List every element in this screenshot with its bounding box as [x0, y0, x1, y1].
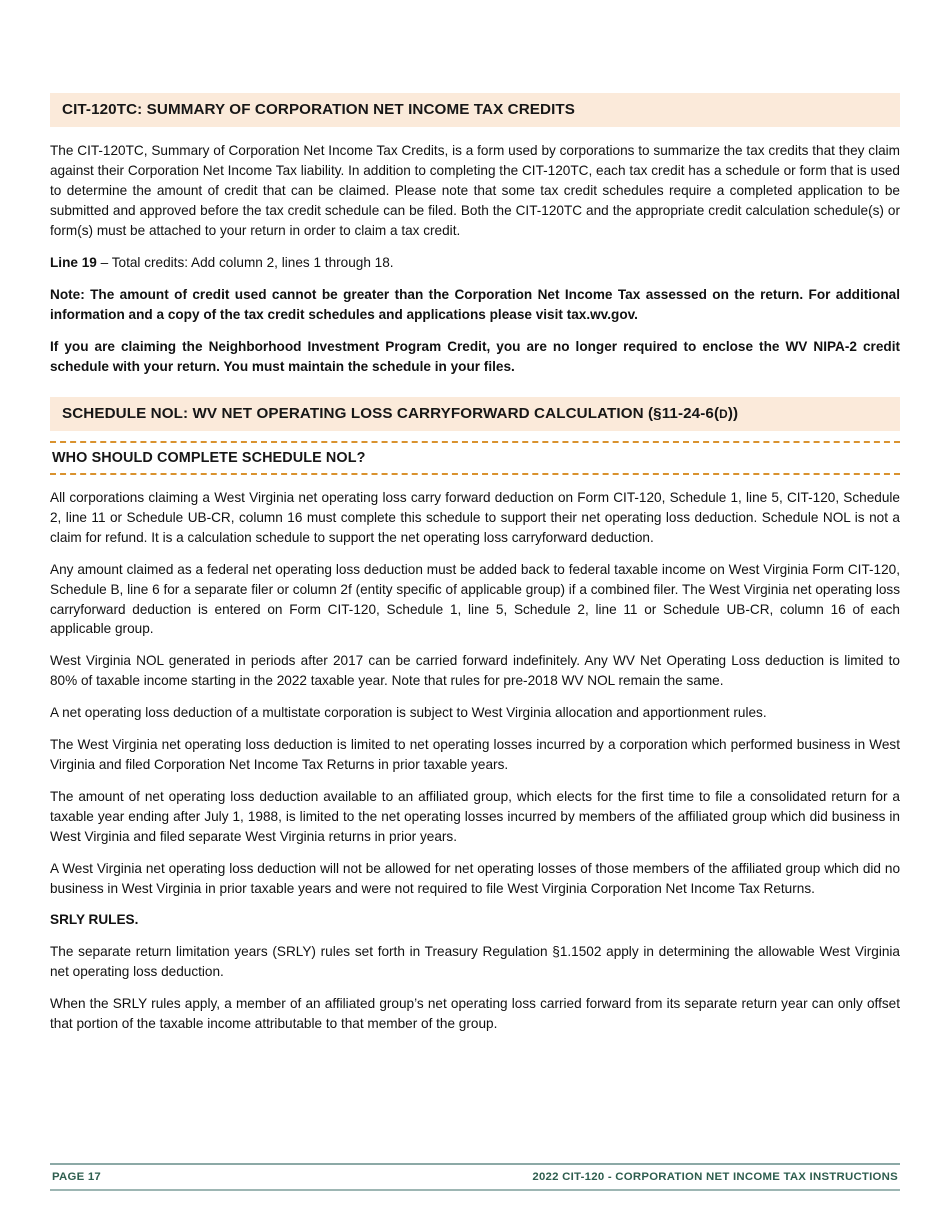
- line-19-label: Line 19: [50, 255, 97, 270]
- paragraph-nol-3: West Virginia NOL generated in periods after 2017 can be carried forward indefinitely. Any WV Net Operating Loss deduction is limited to 80% of taxable income starting in the 2022 taxable year. Note that rules for pre-2018 WV NOL remain the same.: [50, 653, 900, 689]
- paragraph-nol-6: The amount of net operating loss deduction available to an affiliated group, which elects for the first time to file a consolidated return for a taxable year ending after July 1, 1988, is limited to the net operating losses incurred by members of the affiliated group which did business in West Virginia and filed separate West Virginia returns in prior years.: [50, 788, 900, 844]
- paragraph-intro: The CIT-120TC, Summary of Corporation Net Income Tax Credits, is a form used by corporations to summarize the tax credits that they claim against their Corporation Net Income Tax liability. In addition to completing the CIT-120TC, each tax credit has a schedule or form that is used to determine the amount of credit that can be claimed. Please note that some tax credit schedules require a completed application to be submitted and approved before the tax credit schedule can be filed. Both the CIT-120TC and the appropriate credit calculation schedule(s) or form(s) must be attached to your return in order to claim a tax credit.: [50, 143, 900, 239]
- section-banner-cit-120tc: [50, 93, 900, 127]
- section-banner-schedule-nol: [50, 397, 900, 431]
- page-footer: [50, 1163, 900, 1191]
- subheading-block: [50, 441, 900, 475]
- line-19-text: – Total credits: Add column 2, lines 1 through 18.: [96, 255, 394, 270]
- paragraph-note: Note: The amount of credit used cannot be greater than the Corporation Net Income Tax assessed on the return. For additional information and a copy of the tax credit schedules and applications please visit tax.wv.gov.: [50, 286, 900, 322]
- paragraph-nol-8: The separate return limitation years (SRLY) rules set forth in Treasury Regulation §1.1502 apply in determining the allowable West Virginia net operating loss deduction.: [50, 944, 900, 980]
- dashed-rule-bottom: [50, 473, 900, 475]
- section-title-cit-120tc: CIT-120TC: SUMMARY OF CORPORATION NET INCOME TAX CREDITS: [62, 101, 575, 118]
- section-title-schedule-nol-smallcap: D: [719, 406, 728, 421]
- footer-document-title: 2022 CIT-120 - CORPORATION NET INCOME TAX INSTRUCTIONS: [532, 1171, 898, 1184]
- section-title-schedule-nol: [62, 405, 888, 422]
- paragraph-line-19: [50, 253, 900, 273]
- section-title-schedule-nol-main: SCHEDULE NOL: WV NET OPERATING LOSS CARRYFORWARD CALCULATION (§11-24-6(: [62, 404, 720, 422]
- heading-srly-rules: SRLY RULES.: [50, 912, 139, 928]
- paragraph-nipa: If you are claiming the Neighborhood Investment Program Credit, you are no longer required to enclose the WV NIPA-2 credit schedule with your return. You must maintain the schedule in your files.: [50, 338, 900, 374]
- page-content: [50, 93, 900, 1039]
- section-title-schedule-nol-tail: )): [727, 404, 739, 422]
- subheading-who-should-complete: WHO SHOULD COMPLETE SCHEDULE NOL?: [52, 450, 366, 466]
- paragraph-nol-1: All corporations claiming a West Virginia net operating loss carry forward deduction on Form CIT-120, Schedule 1, line 5, CIT-120, Schedule 2, line 11 or Schedule UB-CR, column 16 must complete this schedule to support their net operating loss deduction. Schedule NOL is not a claim for refund. It is a calculation schedule to support the net operating loss carryforward deduction.: [50, 490, 900, 545]
- footer-rule-bottom: [50, 1189, 900, 1191]
- footer-content: [50, 1165, 900, 1189]
- paragraph-nol-5: The West Virginia net operating loss deduction is limited to net operating losses incurred by a corporation which performed business in West Virginia and filed Corporation Net Income Tax Returns in prior taxable years.: [50, 737, 900, 772]
- paragraph-nol-9: When the SRLY rules apply, a member of an affiliated group’s net operating loss carried forward from its separate return year can only offset that portion of the taxable income attributable to that member of the group.: [50, 996, 900, 1032]
- schedule-nol-body: [50, 488, 900, 1034]
- footer-page-number: PAGE 17: [52, 1171, 102, 1184]
- paragraph-nol-4: A net operating loss deduction of a multistate corporation is subject to West Virginia allocation and apportionment rules.: [50, 705, 767, 721]
- cit-120tc-body: [50, 141, 900, 376]
- paragraph-nol-2: Any amount claimed as a federal net operating loss deduction must be added back to federal taxable income on West Virginia Form CIT-120, Schedule B, line 6 for a separate filer or column 2f (entity specific of applicable group) if a combined filer. The West Virginia net operating loss carryforward deduction is entered on Form CIT-120, Schedule 1, line 5, Schedule 2, line 11 or Schedule UB-CR, column 16 of each applicable group.: [50, 561, 900, 637]
- paragraph-nol-7: A West Virginia net operating loss deduction will not be allowed for net operating losses of those members of the affiliated group which did no business in West Virginia in prior taxable years and were not required to file West Virginia Corporation Net Income Tax Returns.: [50, 860, 900, 896]
